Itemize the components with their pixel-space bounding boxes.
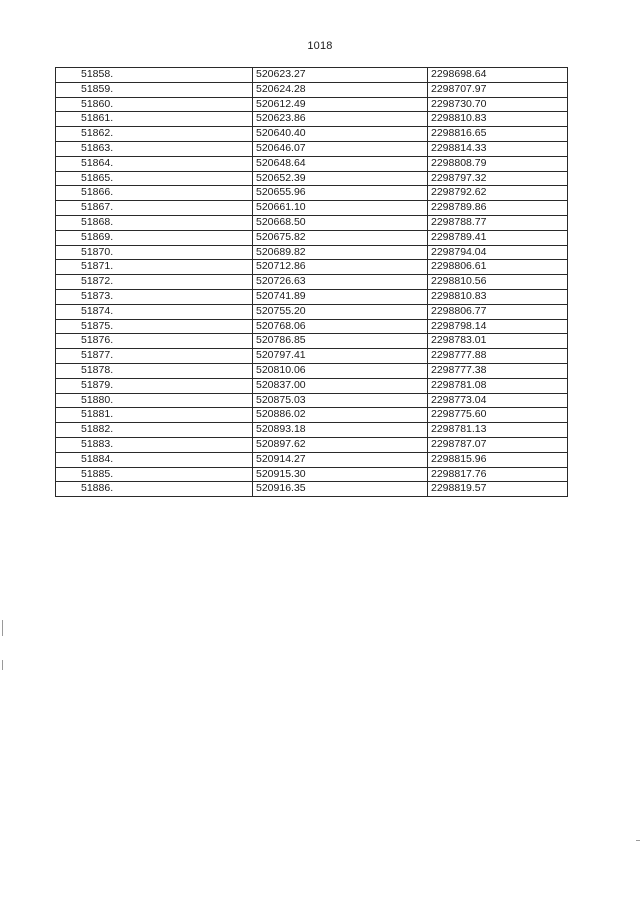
x-coordinate-cell: 520837.00 <box>253 378 428 393</box>
coordinates-table <box>55 67 568 497</box>
table-row <box>56 393 568 408</box>
point-id-cell: 51874. <box>56 304 253 319</box>
y-coordinate-cell: 2298810.83 <box>428 289 568 304</box>
x-coordinate-cell: 520768.06 <box>253 319 428 334</box>
table-row <box>56 260 568 275</box>
y-coordinate-cell: 2298797.32 <box>428 171 568 186</box>
y-coordinate-cell: 2298783.01 <box>428 334 568 349</box>
y-coordinate-cell: 2298810.56 <box>428 275 568 290</box>
y-coordinate-cell: 2298777.88 <box>428 349 568 364</box>
table-row <box>56 452 568 467</box>
y-coordinate-cell: 2298814.33 <box>428 141 568 156</box>
point-id-cell: 51858. <box>56 68 253 83</box>
point-id-cell: 51865. <box>56 171 253 186</box>
point-id-cell: 51881. <box>56 408 253 423</box>
y-coordinate-cell: 2298777.38 <box>428 363 568 378</box>
x-coordinate-cell: 520648.64 <box>253 156 428 171</box>
y-coordinate-cell: 2298810.83 <box>428 112 568 127</box>
y-coordinate-cell: 2298819.57 <box>428 482 568 497</box>
page-number: 1018 <box>307 40 333 52</box>
table-row <box>56 304 568 319</box>
table-row <box>56 467 568 482</box>
y-coordinate-cell: 2298789.41 <box>428 230 568 245</box>
y-coordinate-cell: 2298775.60 <box>428 408 568 423</box>
x-coordinate-cell: 520689.82 <box>253 245 428 260</box>
point-id-cell: 51873. <box>56 289 253 304</box>
point-id-cell: 51886. <box>56 482 253 497</box>
point-id-cell: 51860. <box>56 97 253 112</box>
x-coordinate-cell: 520916.35 <box>253 482 428 497</box>
y-coordinate-cell: 2298781.13 <box>428 423 568 438</box>
table-row <box>56 289 568 304</box>
point-id-cell: 51876. <box>56 334 253 349</box>
point-id-cell: 51861. <box>56 112 253 127</box>
x-coordinate-cell: 520612.49 <box>253 97 428 112</box>
table-row <box>56 186 568 201</box>
x-coordinate-cell: 520797.41 <box>253 349 428 364</box>
x-coordinate-cell: 520623.86 <box>253 112 428 127</box>
point-id-cell: 51867. <box>56 201 253 216</box>
point-id-cell: 51862. <box>56 127 253 142</box>
point-id-cell: 51872. <box>56 275 253 290</box>
y-coordinate-cell: 2298773.04 <box>428 393 568 408</box>
table-row <box>56 201 568 216</box>
y-coordinate-cell: 2298730.70 <box>428 97 568 112</box>
x-coordinate-cell: 520897.62 <box>253 437 428 452</box>
x-coordinate-cell: 520915.30 <box>253 467 428 482</box>
y-coordinate-cell: 2298808.79 <box>428 156 568 171</box>
x-coordinate-cell: 520886.02 <box>253 408 428 423</box>
y-coordinate-cell: 2298787.07 <box>428 437 568 452</box>
table-row <box>56 378 568 393</box>
point-id-cell: 51884. <box>56 452 253 467</box>
x-coordinate-cell: 520646.07 <box>253 141 428 156</box>
table-row <box>56 141 568 156</box>
x-coordinate-cell: 520875.03 <box>253 393 428 408</box>
y-coordinate-cell: 2298698.64 <box>428 68 568 83</box>
point-id-cell: 51866. <box>56 186 253 201</box>
x-coordinate-cell: 520624.28 <box>253 82 428 97</box>
point-id-cell: 51878. <box>56 363 253 378</box>
point-id-cell: 51883. <box>56 437 253 452</box>
y-coordinate-cell: 2298815.96 <box>428 452 568 467</box>
x-coordinate-cell: 520786.85 <box>253 334 428 349</box>
x-coordinate-cell: 520893.18 <box>253 423 428 438</box>
point-id-cell: 51868. <box>56 215 253 230</box>
table-row <box>56 127 568 142</box>
point-id-cell: 51879. <box>56 378 253 393</box>
x-coordinate-cell: 520810.06 <box>253 363 428 378</box>
y-coordinate-cell: 2298707.97 <box>428 82 568 97</box>
x-coordinate-cell: 520726.63 <box>253 275 428 290</box>
y-coordinate-cell: 2298817.76 <box>428 467 568 482</box>
table-row <box>56 230 568 245</box>
table-row <box>56 245 568 260</box>
y-coordinate-cell: 2298806.77 <box>428 304 568 319</box>
table-row <box>56 408 568 423</box>
table-row <box>56 349 568 364</box>
y-coordinate-cell: 2298806.61 <box>428 260 568 275</box>
x-coordinate-cell: 520675.82 <box>253 230 428 245</box>
point-id-cell: 51864. <box>56 156 253 171</box>
table-row <box>56 334 568 349</box>
point-id-cell: 51880. <box>56 393 253 408</box>
point-id-cell: 51859. <box>56 82 253 97</box>
table-row <box>56 68 568 83</box>
table-row <box>56 423 568 438</box>
point-id-cell: 51885. <box>56 467 253 482</box>
point-id-cell: 51870. <box>56 245 253 260</box>
x-coordinate-cell: 520655.96 <box>253 186 428 201</box>
y-coordinate-cell: 2298792.62 <box>428 186 568 201</box>
x-coordinate-cell: 520623.27 <box>253 68 428 83</box>
table-row <box>56 156 568 171</box>
y-coordinate-cell: 2298789.86 <box>428 201 568 216</box>
x-coordinate-cell: 520668.50 <box>253 215 428 230</box>
y-coordinate-cell: 2298788.77 <box>428 215 568 230</box>
y-coordinate-cell: 2298781.08 <box>428 378 568 393</box>
table-row <box>56 82 568 97</box>
x-coordinate-cell: 520661.10 <box>253 201 428 216</box>
x-coordinate-cell: 520914.27 <box>253 452 428 467</box>
point-id-cell: 51869. <box>56 230 253 245</box>
point-id-cell: 51863. <box>56 141 253 156</box>
table-row <box>56 171 568 186</box>
point-id-cell: 51877. <box>56 349 253 364</box>
x-coordinate-cell: 520755.20 <box>253 304 428 319</box>
table-row <box>56 112 568 127</box>
table-row <box>56 319 568 334</box>
x-coordinate-cell: 520640.40 <box>253 127 428 142</box>
table-row <box>56 437 568 452</box>
point-id-cell: 51882. <box>56 423 253 438</box>
point-id-cell: 51871. <box>56 260 253 275</box>
y-coordinate-cell: 2298794.04 <box>428 245 568 260</box>
table-row <box>56 482 568 497</box>
table-row <box>56 97 568 112</box>
scan-speck <box>2 620 3 636</box>
table-row <box>56 363 568 378</box>
x-coordinate-cell: 520741.89 <box>253 289 428 304</box>
table-row <box>56 275 568 290</box>
coordinates-table-body <box>56 68 568 497</box>
table-row <box>56 215 568 230</box>
y-coordinate-cell: 2298816.65 <box>428 127 568 142</box>
point-id-cell: 51875. <box>56 319 253 334</box>
scan-speck <box>636 840 640 841</box>
x-coordinate-cell: 520652.39 <box>253 171 428 186</box>
x-coordinate-cell: 520712.86 <box>253 260 428 275</box>
scan-speck <box>2 660 3 670</box>
y-coordinate-cell: 2298798.14 <box>428 319 568 334</box>
